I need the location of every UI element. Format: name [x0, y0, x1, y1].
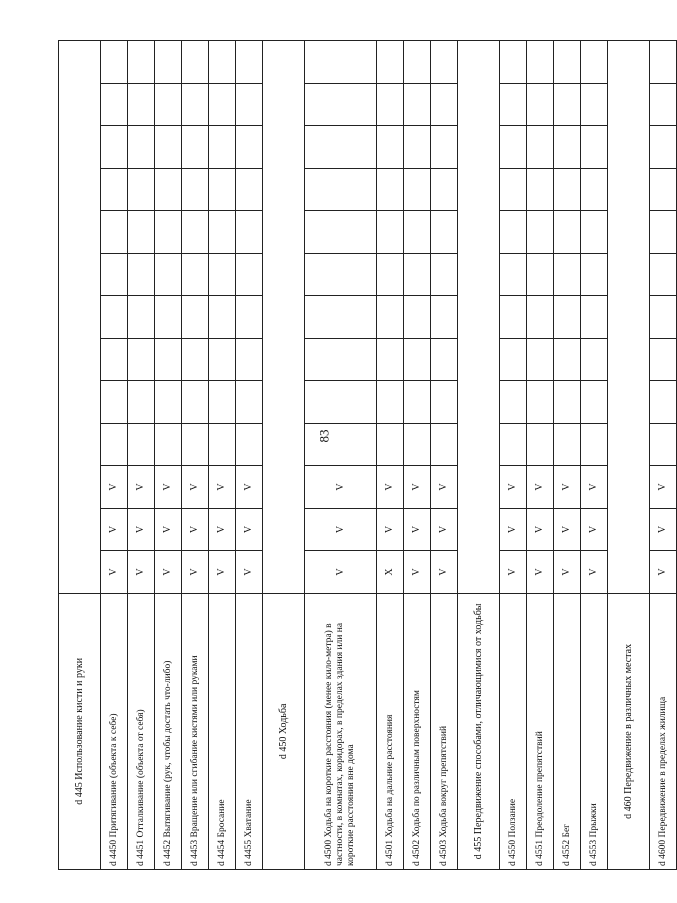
mark-cell: V [554, 466, 581, 509]
empty-cell [305, 423, 377, 466]
mark-cell: V [650, 551, 677, 594]
empty-cell [431, 296, 458, 339]
item-label: d 4553 Прыжки [581, 593, 608, 869]
item-label: d 4503 Ходьба вокруг препятствий [431, 593, 458, 869]
empty-cell [404, 41, 431, 84]
mark-cell: V [305, 466, 377, 509]
empty-cell [209, 126, 236, 169]
empty-cell [500, 253, 527, 296]
empty-cell [527, 126, 554, 169]
empty-cell [554, 296, 581, 339]
section-heading: d 445 Использование кисти и руки [59, 593, 101, 869]
empty-cell [236, 126, 263, 169]
empty-cell [500, 126, 527, 169]
mark-cell: V [128, 466, 155, 509]
mark-cell: V [404, 466, 431, 509]
mark-cell: V [101, 508, 128, 551]
empty-cell [554, 168, 581, 211]
empty-cell [305, 296, 377, 339]
empty-cell [128, 41, 155, 84]
empty-cell [209, 296, 236, 339]
empty-cell [209, 338, 236, 381]
empty-cell [527, 381, 554, 424]
mark-cell: V [209, 466, 236, 509]
item-label: d 4455 Хватание [236, 593, 263, 869]
item-label: d 4454 Бросание [209, 593, 236, 869]
section-row [608, 41, 650, 870]
mark-cell: V [500, 466, 527, 509]
empty-cell [155, 126, 182, 169]
empty-cell [404, 296, 431, 339]
empty-cell [554, 41, 581, 84]
empty-cell [305, 126, 377, 169]
empty-cell [182, 253, 209, 296]
mark-cell: V [236, 508, 263, 551]
table-row [377, 41, 404, 870]
empty-cell [650, 381, 677, 424]
mark-cell: V [431, 551, 458, 594]
empty-cell [377, 211, 404, 254]
empty-cell [377, 423, 404, 466]
empty-cell [128, 126, 155, 169]
table-row [554, 41, 581, 870]
empty-cell [581, 168, 608, 211]
mark-cell: V [155, 466, 182, 509]
empty-cell [209, 83, 236, 126]
empty-cell [581, 126, 608, 169]
empty-cell [377, 338, 404, 381]
empty-cell [182, 338, 209, 381]
empty-cell [236, 211, 263, 254]
empty-cell [182, 296, 209, 339]
empty-cell [182, 423, 209, 466]
item-label: d 4453 Вращение или сгибание кистями или руками [182, 593, 209, 869]
empty-cell [650, 83, 677, 126]
empty-cell [209, 253, 236, 296]
section-filler-cell [59, 41, 101, 594]
mark-cell: V [101, 466, 128, 509]
mark-cell: V [404, 551, 431, 594]
empty-cell [236, 83, 263, 126]
empty-cell [128, 338, 155, 381]
table-row [101, 41, 128, 870]
empty-cell [581, 253, 608, 296]
empty-cell [377, 381, 404, 424]
section-heading: d 455 Передвижение способами, отличающимися от ходьбы [458, 593, 500, 869]
empty-cell [236, 338, 263, 381]
empty-cell [431, 423, 458, 466]
empty-cell [500, 381, 527, 424]
empty-cell [155, 253, 182, 296]
empty-cell [305, 381, 377, 424]
empty-cell [128, 83, 155, 126]
empty-cell [209, 168, 236, 211]
empty-cell [377, 83, 404, 126]
section-filler-cell [263, 41, 305, 594]
empty-cell [431, 126, 458, 169]
empty-cell [155, 423, 182, 466]
empty-cell [377, 126, 404, 169]
empty-cell [209, 423, 236, 466]
mark-cell: V [236, 466, 263, 509]
empty-cell [404, 253, 431, 296]
table-row [500, 41, 527, 870]
empty-cell [650, 296, 677, 339]
mark-cell: V [209, 508, 236, 551]
mark-cell: V [527, 551, 554, 594]
empty-cell [305, 211, 377, 254]
mark-cell: V [554, 508, 581, 551]
empty-cell [527, 168, 554, 211]
empty-cell [500, 41, 527, 84]
empty-cell [431, 338, 458, 381]
mark-cell: V [377, 466, 404, 509]
empty-cell [500, 168, 527, 211]
empty-cell [236, 423, 263, 466]
empty-cell [527, 338, 554, 381]
empty-cell [527, 41, 554, 84]
empty-cell [128, 423, 155, 466]
empty-cell [128, 381, 155, 424]
empty-cell [209, 41, 236, 84]
empty-cell [182, 83, 209, 126]
table-row [650, 41, 677, 870]
mark-cell: V [500, 508, 527, 551]
empty-cell [305, 338, 377, 381]
empty-cell [377, 168, 404, 211]
empty-cell [500, 423, 527, 466]
empty-cell [431, 168, 458, 211]
section-heading: d 460 Передвижение в различных местах [608, 593, 650, 869]
empty-cell [527, 296, 554, 339]
item-label: d 4552 Бег [554, 593, 581, 869]
empty-cell [128, 168, 155, 211]
table-row [527, 41, 554, 870]
empty-cell [236, 41, 263, 84]
empty-cell [236, 253, 263, 296]
empty-cell [554, 126, 581, 169]
empty-cell [581, 381, 608, 424]
empty-cell [305, 83, 377, 126]
empty-cell [101, 168, 128, 211]
empty-cell [581, 423, 608, 466]
empty-cell [527, 253, 554, 296]
empty-cell [101, 83, 128, 126]
empty-cell [236, 296, 263, 339]
empty-cell [581, 296, 608, 339]
empty-cell [404, 423, 431, 466]
item-label: d 4502 Ходьба по различным поверхностям [404, 593, 431, 869]
table-row [305, 41, 377, 870]
empty-cell [155, 168, 182, 211]
empty-cell [404, 83, 431, 126]
mark-cell: V [155, 508, 182, 551]
empty-cell [404, 126, 431, 169]
table-row [581, 41, 608, 870]
page-number: 83 [316, 429, 332, 443]
empty-cell [128, 296, 155, 339]
mark-cell: X [377, 551, 404, 594]
mark-cell: V [581, 551, 608, 594]
empty-cell [182, 168, 209, 211]
empty-cell [101, 381, 128, 424]
empty-cell [500, 296, 527, 339]
empty-cell [404, 168, 431, 211]
empty-cell [155, 211, 182, 254]
item-label: d 4500 Ходьба на короткие расстояния (менее кило-метра) в частности, в комнатах, коридорах, в пределах здания или на короткие расстояния вне дома [305, 593, 377, 869]
empty-cell [305, 168, 377, 211]
item-label: d 4551 Преодоление препятствий [527, 593, 554, 869]
empty-cell [554, 253, 581, 296]
mark-cell: V [236, 551, 263, 594]
empty-cell [101, 338, 128, 381]
empty-cell [128, 253, 155, 296]
item-label: d 4450 Притягивание (объекта к себе) [101, 593, 128, 869]
empty-cell [155, 338, 182, 381]
section-heading: d 450 Ходьба [263, 593, 305, 869]
empty-cell [500, 338, 527, 381]
empty-cell [527, 83, 554, 126]
table-row [128, 41, 155, 870]
empty-cell [404, 211, 431, 254]
mark-cell: V [431, 508, 458, 551]
table-row [404, 41, 431, 870]
empty-cell [101, 41, 128, 84]
mark-cell: V [182, 466, 209, 509]
empty-cell [527, 423, 554, 466]
mark-cell: V [500, 551, 527, 594]
empty-cell [182, 211, 209, 254]
empty-cell [650, 126, 677, 169]
empty-cell [236, 168, 263, 211]
mark-cell: V [650, 466, 677, 509]
empty-cell [101, 423, 128, 466]
empty-cell [431, 83, 458, 126]
empty-cell [650, 211, 677, 254]
empty-cell [155, 296, 182, 339]
empty-cell [500, 211, 527, 254]
mark-cell: V [581, 466, 608, 509]
mark-cell: V [404, 508, 431, 551]
mark-cell: V [182, 508, 209, 551]
item-label: d 4451 Отталкивание (объекта от себя) [128, 593, 155, 869]
mark-cell: V [650, 508, 677, 551]
empty-cell [182, 41, 209, 84]
section-row [59, 41, 101, 870]
empty-cell [554, 211, 581, 254]
empty-cell [236, 381, 263, 424]
mark-cell: V [305, 551, 377, 594]
empty-cell [101, 211, 128, 254]
mark-cell: V [581, 508, 608, 551]
mark-cell: V [527, 508, 554, 551]
empty-cell [554, 338, 581, 381]
empty-cell [305, 253, 377, 296]
empty-cell [209, 381, 236, 424]
empty-cell [650, 253, 677, 296]
mark-cell: V [209, 551, 236, 594]
empty-cell [377, 253, 404, 296]
empty-cell [155, 381, 182, 424]
empty-cell [209, 211, 236, 254]
table-row [236, 41, 263, 870]
empty-cell [554, 423, 581, 466]
empty-cell [527, 211, 554, 254]
mark-cell: V [377, 508, 404, 551]
empty-cell [650, 41, 677, 84]
mark-cell: V [527, 466, 554, 509]
empty-cell [581, 211, 608, 254]
empty-cell [581, 41, 608, 84]
item-label: d 4501 Ходьба на дальние расстояния [377, 593, 404, 869]
empty-cell [377, 296, 404, 339]
section-row [263, 41, 305, 870]
empty-cell [500, 83, 527, 126]
empty-cell [305, 41, 377, 84]
item-label: d 4600 Передвижение в пределах жилища [650, 593, 677, 869]
item-label: d 4452 Вытягивание (рук, чтобы достать что-либо) [155, 593, 182, 869]
empty-cell [101, 253, 128, 296]
mark-cell: V [431, 466, 458, 509]
assessment-table-wrapper [58, 40, 669, 870]
empty-cell [101, 126, 128, 169]
mark-cell: V [305, 508, 377, 551]
empty-cell [404, 338, 431, 381]
empty-cell [155, 83, 182, 126]
empty-cell [101, 296, 128, 339]
mark-cell: V [128, 551, 155, 594]
empty-cell [581, 83, 608, 126]
empty-cell [650, 423, 677, 466]
empty-cell [431, 381, 458, 424]
empty-cell [155, 41, 182, 84]
item-label: d 4550 Ползание [500, 593, 527, 869]
table-row [182, 41, 209, 870]
mark-cell: V [101, 551, 128, 594]
empty-cell [182, 126, 209, 169]
empty-cell [404, 381, 431, 424]
table-row [155, 41, 182, 870]
mark-cell: V [554, 551, 581, 594]
mark-cell: V [182, 551, 209, 594]
empty-cell [182, 381, 209, 424]
empty-cell [554, 83, 581, 126]
empty-cell [554, 381, 581, 424]
empty-cell [431, 41, 458, 84]
table-row [209, 41, 236, 870]
mark-cell: V [128, 508, 155, 551]
table-row [431, 41, 458, 870]
empty-cell [431, 253, 458, 296]
mark-cell: V [155, 551, 182, 594]
empty-cell [431, 211, 458, 254]
empty-cell [650, 338, 677, 381]
empty-cell [128, 211, 155, 254]
section-filler-cell [458, 41, 500, 594]
section-row [458, 41, 500, 870]
section-filler-cell [608, 41, 650, 594]
empty-cell [581, 338, 608, 381]
empty-cell [377, 41, 404, 84]
empty-cell [650, 168, 677, 211]
assessment-table [58, 40, 677, 870]
